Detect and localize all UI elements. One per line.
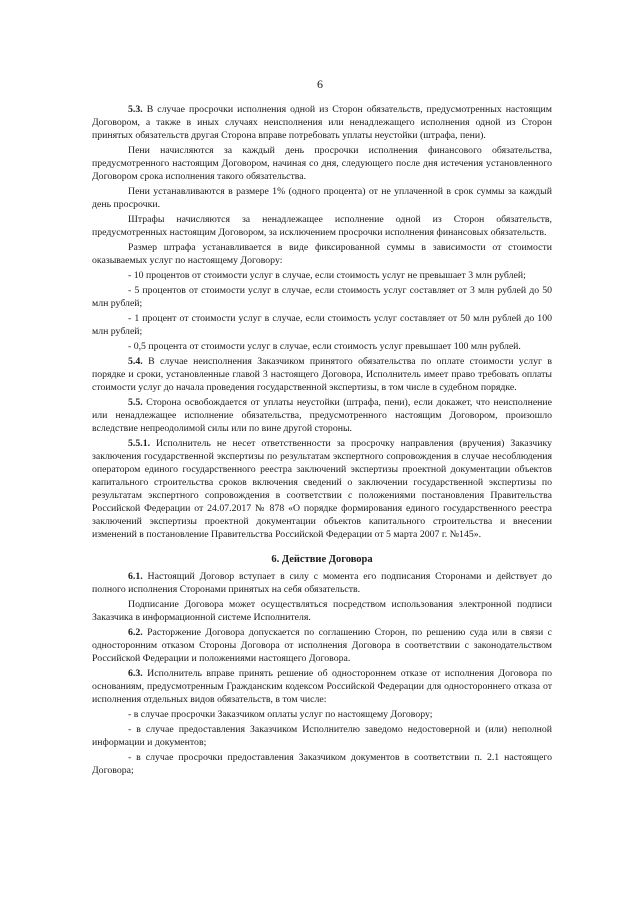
paragraph-6-2: 6.2. Расторжение Договора допускается по соглашению Сторон, по решению суда или в связи с односторонним отказом Стороны Договора от исполнения Договора в соответствии с законодательством Российской Федерации и положениями настоящего Договора.	[92, 627, 552, 664]
page-number: 6	[317, 77, 323, 91]
paragraph-6-1: 6.1. Настоящий Договор вступает в силу с момента его подписания Сторонами и действует до полного исполнения Сторонами принятых на себя обязательств.	[92, 571, 552, 595]
list-item: - 0,5 процента от стоимости услуг в случае, если стоимость услуг превышает 100 млн рублей.	[128, 341, 521, 352]
list-item: - 5 процентов от стоимости услуг в случае, если стоимость услуг составляет от 3 млн рублей до 50 млн рублей;	[92, 285, 552, 309]
paragraph-5-5-1: 5.5.1. Исполнитель не несет ответственности за просрочку направления (вручения) Заказчику заключения государственной экспертизы по результатам экспертного сопровождения в случае несоблюдения оператором единого государственного реестра заключений экспертизы проектной документации объектов капитального строительства сроков включения сведений о заключении государственной экспертизы по результатам экспертного сопровождения в соответствии с положениями постановления Правительства Российской Федерации от 24.07.2017 № 878 «О порядке формирования единого государственного реестра заключений экспертизы проектной документации объектов капитального строительства и внесении изменений в постановление Правительства Российской Федерации от 5 марта 2007 г. №145».	[92, 438, 552, 540]
clause-number: 5.5.1.	[128, 438, 151, 449]
document-body	[92, 103, 552, 779]
section-heading: 6. Действие Договора	[271, 554, 373, 565]
paragraph-5-5: 5.5. Сторона освобождается от уплаты неустойки (штрафа, пени), если докажет, что неисполнение или ненадлежащее исполнение обязательства, предусмотренного настоящим Договором, произошло вследствие непреодолимой силы или по вине другой стороны.	[92, 397, 552, 434]
paragraph: Пени начисляются за каждый день просрочки исполнения финансового обязательства, предусмотренного настоящим Договором, начиная со дня, следующего после дня истечения установленного Договором срока исполнения такого обязательства.	[92, 145, 552, 182]
paragraph: Штрафы начисляются за ненадлежащее исполнение одной из Сторон обязательств, предусмотренных настоящим Договором, за исключением просрочки исполнения финансовых обязательств.	[92, 214, 552, 238]
paragraph: Подписание Договора может осуществляться посредством использования электронной подписи Заказчика в информационной системе Исполнителя.	[92, 599, 552, 623]
paragraph-6-3: 6.3. Исполнитель вправе принять решение об одностороннем отказе от исполнения Договора по основаниям, предусмотренным Гражданским кодексом Российской Федерации для одностороннего отказа от исполнения отдельных видов обязательств, в том числе:	[92, 668, 552, 705]
list-item: - в случае предоставления Заказчиком Исполнителю заведомо недостоверной и (или) неполной информации и документов;	[92, 724, 552, 748]
paragraph: Пени устанавливаются в размере 1% (одного процента) от не уплаченной в срок суммы за каждый день просрочки.	[92, 186, 552, 210]
clause-number: 5.4.	[128, 356, 143, 367]
clause-number: 5.5.	[128, 397, 143, 408]
paragraph-5-3: 5.3. В случае просрочки исполнения одной из Сторон обязательств, предусмотренных настоящим Договором, а также в иных случаях неисполнения или ненадлежащего исполнения одной из Сторон принятых обязательств другая Сторона вправе потребовать уплаты неустойки (штрафа, пени).	[92, 104, 552, 141]
paragraph-5-4: 5.4. В случае неисполнения Заказчиком принятого обязательства по оплате стоимости услуг в порядке и сроки, установленные главой 3 настоящего Договора, Исполнитель имеет право требовать оплаты стоимости услуг до начала проведения государственной экспертизы, в том числе в судебном порядке.	[92, 356, 552, 393]
list-item: - в случае просрочки предоставления Заказчиком документов в соответствии п. 2.1 настоящего Договора;	[92, 752, 552, 776]
paragraph: Размер штрафа устанавливается в виде фиксированной суммы в зависимости от стоимости оказываемых услуг по настоящему Договору:	[92, 242, 552, 266]
list-item: - 1 процент от стоимости услуг в случае, если стоимость услуг составляет от 50 млн рублей до 100 млн рублей;	[92, 313, 552, 337]
list-item: - в случае просрочки Заказчиком оплаты услуг по настоящему Договору;	[128, 709, 433, 720]
clause-number: 6.1.	[128, 571, 143, 582]
list-item: - 10 процентов от стоимости услуг в случае, если стоимость услуг не превышает 3 млн рублей;	[128, 270, 526, 281]
clause-number: 5.3.	[128, 104, 143, 115]
clause-number: 6.2.	[128, 627, 143, 638]
clause-number: 6.3.	[128, 668, 143, 679]
